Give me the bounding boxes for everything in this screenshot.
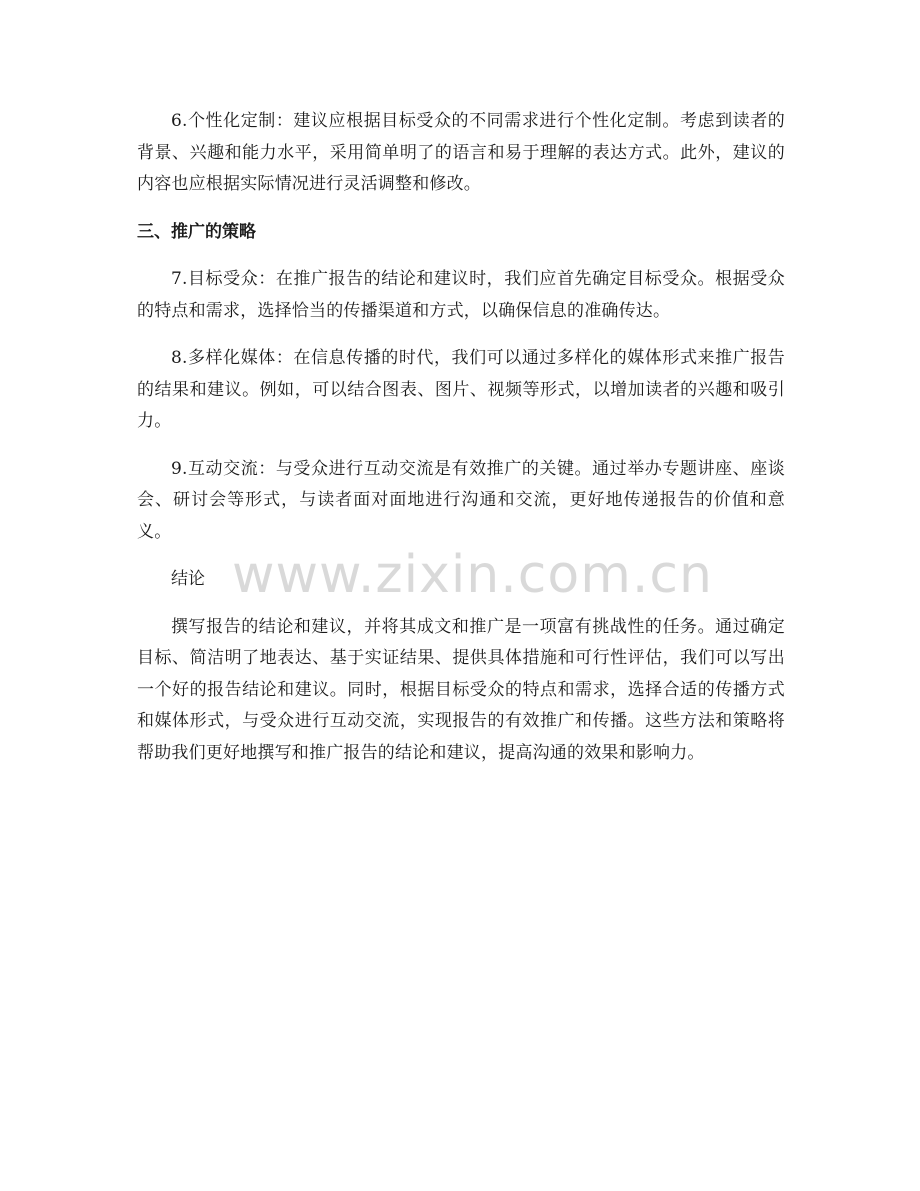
section-heading-promotion-strategy: 三、推广的策略 (137, 221, 256, 242)
paragraph-gap (137, 438, 785, 454)
paragraph-item-9: 9.互动交流：与受众进行互动交流是有效推广的关键。通过举办专题讲座、座谈会、研讨会等形式，与读者面对面地进行沟通和交流，更好地传递报告的价值和意义。 (137, 458, 785, 542)
document-page (137, 106, 785, 769)
paragraph-gap (137, 201, 785, 217)
paragraph-gap (137, 327, 785, 343)
conclusion-paragraph: 撰写报告的结论和建议，并将其成文和推广是一项富有挑战性的任务。通过确定目标、简洁明了地表达、基于实证结果、提供具体措施和可行性评估，我们可以写出一个好的报告结论和建议。同时，根据目标受众的特点和需求，选择合适的传播方式和媒体形式，与受众进行互动交流，实现报告的有效推广和传播。这些方法和策略将帮助我们更好地撰写和推广报告的结论和建议，提高沟通的效果和影响力。 (137, 616, 785, 763)
watermark-text: www.zixin.com.cn (232, 545, 713, 605)
paragraph-gap (137, 596, 785, 612)
paragraph-item-7: 7.目标受众：在推广报告的结论和建议时，我们应首先确定目标受众。根据受众的特点和需求，选择恰当的传播渠道和方式，以确保信息的准确传达。 (137, 269, 785, 321)
conclusion-label: 结论 (171, 569, 205, 589)
paragraph-gap (137, 248, 785, 264)
paragraph-item-6: 6.个性化定制：建议应根据目标受众的不同需求进行个性化定制。考虑到读者的背景、兴趣和能力水平，采用简单明了的语言和易于理解的表达方式。此外，建议的内容也应根据实际情况进行灵活调整和修改。 (137, 111, 785, 194)
paragraph-item-8: 8.多样化媒体：在信息传播的时代，我们可以通过多样化的媒体形式来推广报告的结果和建议。例如，可以结合图表、图片、视频等形式，以增加读者的兴趣和吸引力。 (137, 348, 785, 431)
paragraph-gap (137, 548, 785, 564)
